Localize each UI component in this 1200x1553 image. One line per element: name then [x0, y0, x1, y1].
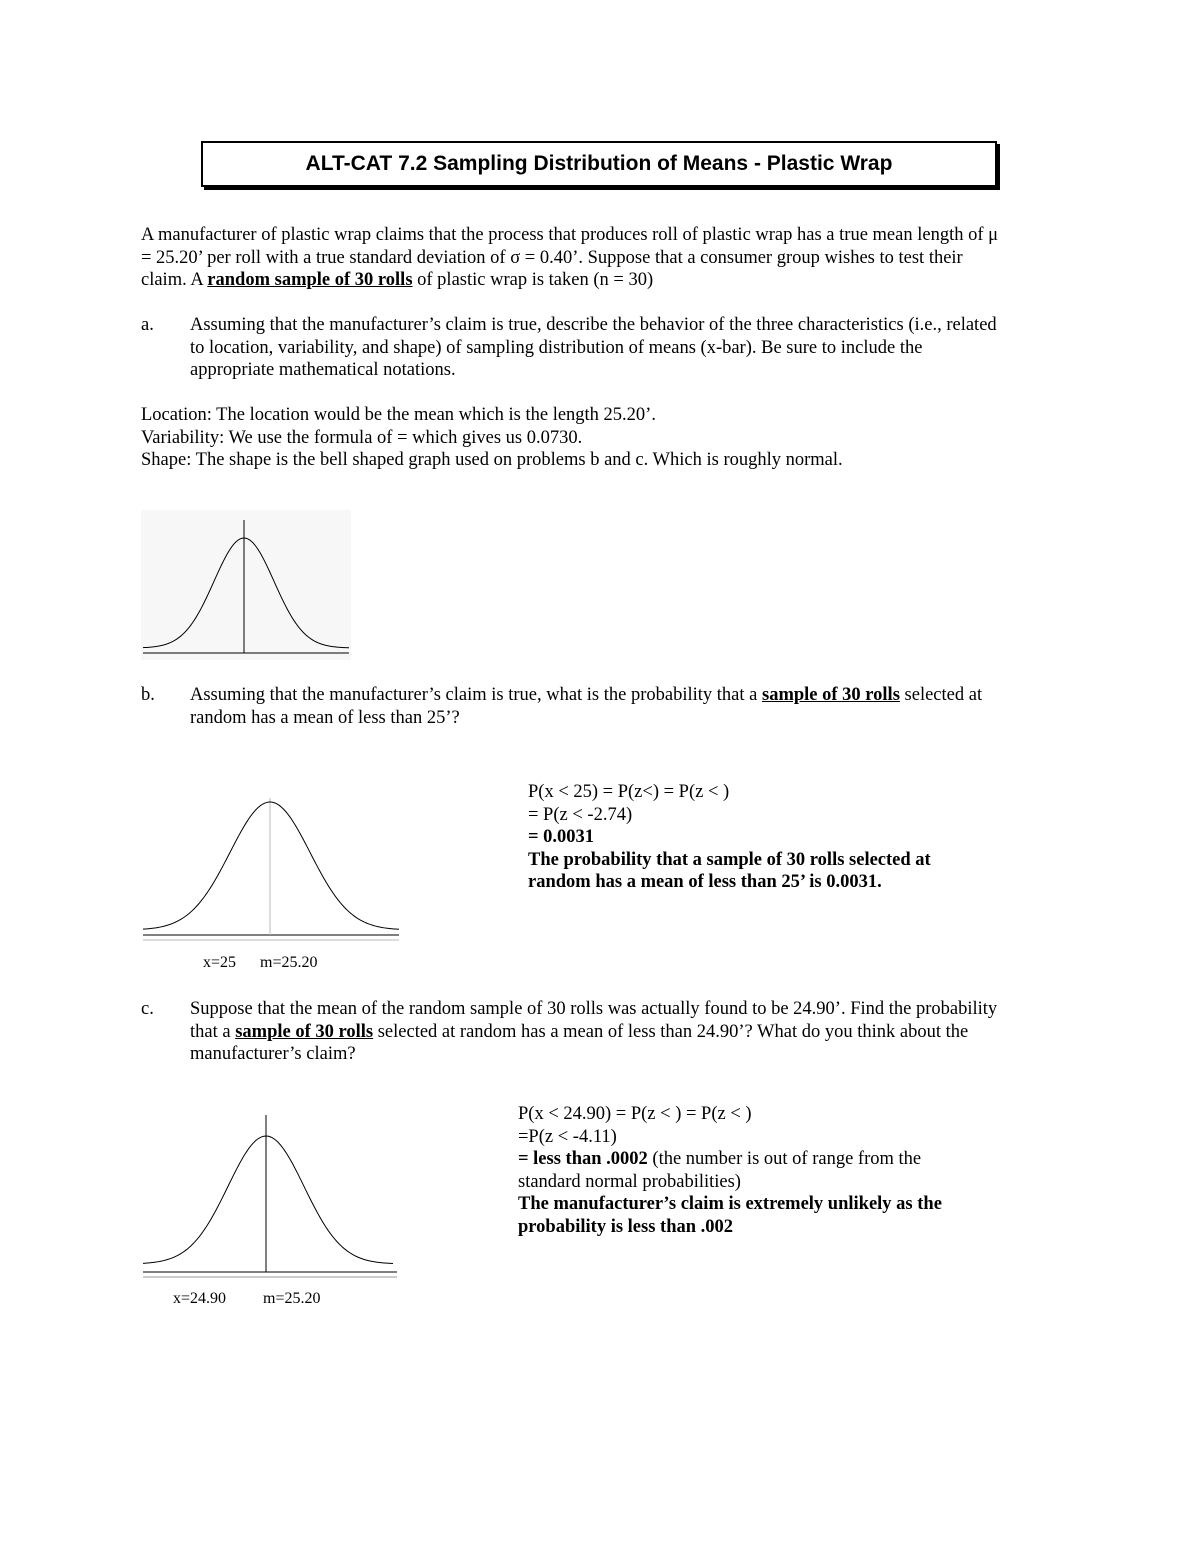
answer-c-line-1: P(x < 24.90) = P(z < ) = P(z < )	[518, 1104, 752, 1124]
answer-a-variability: Variability: We use the formula of = which gives us 0.0730.	[141, 427, 583, 448]
question-c-label: c.	[141, 999, 154, 1019]
graph-c-m-label: m=25.20	[263, 1290, 321, 1307]
question-b-label: b.	[141, 685, 155, 705]
answer-b-line-1: P(x < 25) = P(z<) = P(z < )	[528, 782, 730, 802]
answer-a	[141, 404, 1141, 472]
answer-b-line-5: random has a mean of less than 25’ is 0.0031.	[528, 872, 882, 892]
question-b-line-2: random has a mean of less than 25’?	[190, 707, 460, 728]
question-a-line-3: appropriate mathematical notations.	[190, 360, 456, 380]
answer-c-line-5: The manufacturer’s claim is extremely unlikely as the	[518, 1194, 942, 1214]
answer-c-line-3-rest: (the number is out of range from the	[647, 1149, 922, 1169]
question-c-line-2b: selected at random has a mean of less than 24.90’? What do you think about the	[373, 1021, 969, 1042]
question-a-line-2: to location, variability, and shape) of sampling distribution of means (x-bar). Be sure to include the	[190, 337, 923, 358]
question-c-line-3: manufacturer’s claim?	[190, 1044, 356, 1064]
answer-b-line-3: = 0.0031	[528, 827, 595, 847]
page-title: ALT-CAT 7.2 Sampling Distribution of Means - Plastic Wrap	[305, 152, 893, 175]
answer-b	[528, 781, 988, 894]
intro-line-2: = 25.20’ per roll with a true standard deviation of σ = 0.40’. Suppose that a consumer group wishes to test their	[141, 247, 963, 268]
question-b-line-1a: Assuming that the manufacturer’s claim is true, what is the probability that a	[190, 685, 762, 705]
answer-c-line-4: standard normal probabilities)	[518, 1171, 741, 1192]
graph-b-m-label: m=25.20	[260, 954, 318, 971]
answer-a-shape: Shape: The shape is the bell shaped graph used on problems b and c. Which is roughly normal.	[141, 450, 843, 470]
question-a-text	[190, 314, 1090, 382]
title-box	[201, 141, 997, 187]
graph-a-background	[141, 510, 351, 660]
intro-line-3b: of plastic wrap is taken (n = 30)	[412, 270, 654, 290]
graph-b-curve	[143, 802, 399, 929]
question-c-line-1: Suppose that the mean of the random sample of 30 rolls was actually found to be 24.90’. Find the probability	[190, 999, 998, 1019]
answer-c-line-2: =P(z < -4.11)	[518, 1126, 617, 1147]
bell-curve-graph-c	[141, 1112, 401, 1282]
intro-line-1: A manufacturer of plastic wrap claims that the process that produces roll of plastic wrap has a true mean length of μ	[141, 225, 999, 245]
question-a-label: a.	[141, 315, 154, 335]
answer-b-line-2: = P(z < -2.74)	[528, 804, 633, 825]
answer-a-location: Location: The location would be the mean which is the length 25.20’.	[141, 405, 656, 425]
answer-c-line-3-bold: = less than .0002	[518, 1149, 648, 1169]
intro-paragraph	[141, 224, 1141, 292]
bell-curve-graph-a	[141, 510, 351, 660]
question-c-emphasis: sample of 30 rolls	[235, 1021, 374, 1042]
graph-b-x-label: x=25	[203, 954, 237, 971]
question-b-emphasis: sample of 30 rolls	[762, 685, 900, 705]
question-c-line-2a: that a	[190, 1021, 236, 1042]
answer-c	[518, 1103, 998, 1238]
question-b-text	[190, 684, 1090, 729]
intro-emphasis: random sample of 30 rolls	[207, 270, 413, 290]
intro-line-3a: claim. A	[141, 270, 208, 290]
question-c-text	[190, 998, 1090, 1066]
question-a-line-1: Assuming that the manufacturer’s claim is true, describe the behavior of the three characteristics (i.e., related	[190, 315, 997, 335]
question-b-line-1b: selected at	[899, 685, 983, 705]
graph-c-curve	[143, 1136, 393, 1264]
answer-b-line-4: The probability that a sample of 30 rolls selected at	[528, 849, 931, 870]
graph-c-x-label: x=24.90	[173, 1290, 227, 1307]
bell-curve-graph-b	[141, 790, 401, 950]
answer-c-line-6: probability is less than .002	[518, 1216, 734, 1237]
